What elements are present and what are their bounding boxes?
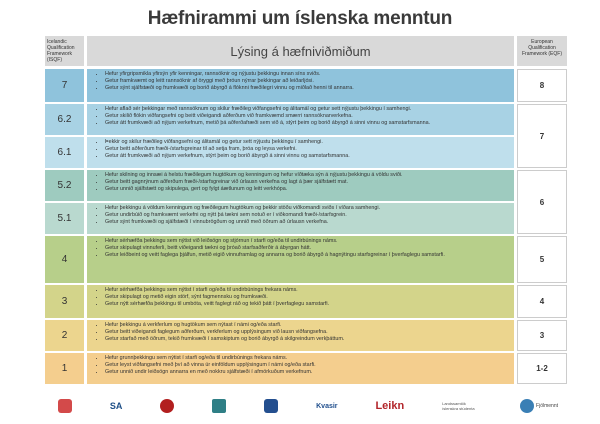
- level-description: [87, 236, 514, 283]
- eqf-level: 7: [517, 104, 567, 168]
- logo-red-circle: [160, 399, 174, 413]
- description-bullet: • Getur skilið flókin viðfangsefni og beitt viðeigandi aðferðum við framkvæmd smærri rannsóknarverkefna.: [105, 113, 510, 120]
- eqf-level: 3: [517, 320, 567, 351]
- level-description: [87, 203, 514, 234]
- level-description: [87, 69, 514, 102]
- logo-blue-shield: [264, 399, 278, 413]
- level-description: [87, 285, 514, 318]
- level-label: 6.2: [45, 104, 84, 135]
- description-bullet: • Getur unnið sjálfstætt og skipulega, gert og fylgt áætlunum og leitt verkhópa.: [105, 186, 510, 193]
- eqf-level: 6: [517, 170, 567, 234]
- table-body: [45, 69, 567, 386]
- description-bullet: • Hefur grunnþekkingu sem nýtist í starfi og/eða til undirbúnings frekara náms.: [105, 355, 510, 362]
- description-header: Lýsing á hæfniviðmiðum: [87, 36, 514, 66]
- table-header: [45, 36, 567, 66]
- page-title: Hæfnirammi um íslenska menntun: [147, 8, 453, 29]
- eqf-column: [517, 69, 567, 386]
- level-label: 3: [45, 285, 84, 318]
- level-label: 4: [45, 236, 84, 283]
- logo-crest: [58, 399, 72, 413]
- level-label: 1: [45, 353, 84, 384]
- description-bullet: • Getur beitt viðeigandi faglegum aðferðum, verkferlum og upplýsingum við lausn viðfangsefna.: [105, 329, 510, 336]
- description-bullet: • Getur beitt gagnrýnum aðferðum fræði-/starfsgreinar við úrlausn verkefna og lagt á þær sjálfstætt mat.: [105, 179, 510, 186]
- description-bullet: • Hefur sérhæfða þekkingu sem nýtist í starfi og/eða til undirbúnings frekara náms.: [105, 287, 510, 294]
- description-bullet: • Getur leiðbeint og veitt faglega þjálfun, metið eigið vinnuframlag og annarra og borið ábyrgð á hagnýtingu starfsgreinar í þverfaglegu samstarfi.: [105, 252, 510, 259]
- description-bullet: • Getur beitt aðferðum fræði-/starfsgreinar til að setja fram, þróa og leysa verkefni.: [105, 146, 510, 153]
- eqf-level: 1-2: [517, 353, 567, 384]
- description-column: [87, 69, 514, 386]
- description-bullet: • Getur skipulagt og metið eigin störf, sýnt fagmennsku og frumkvæði.: [105, 294, 510, 301]
- isqf-header: Icelandic Qualification Framework (ISQF): [45, 36, 84, 66]
- level-label: 5.1: [45, 203, 84, 234]
- eqf-level: 5: [517, 236, 567, 283]
- eqf-level: 8: [517, 69, 567, 102]
- eqf-level: 4: [517, 285, 567, 318]
- eqf-header: European Qualification Framework (EQF): [517, 36, 567, 66]
- partner-logos: [58, 393, 558, 419]
- description-bullet: • Getur átt frumkvæði að nýjum verkefnum, stýrt þeim og borið ábyrgð á sinni vinnu og samstarfsmanna.: [105, 153, 510, 160]
- level-description: [87, 353, 514, 384]
- description-bullet: • Getur unnið undir leiðsögn annarra en með nokkru sjálfstæði í afmörkuðum verkefnum.: [105, 369, 510, 376]
- description-bullet: • Þekkir og skilur fræðileg viðfangsefni og álitamál og getur sett nýjustu þekkingu í samhengi.: [105, 139, 510, 146]
- description-bullet: • Getur framkvæmt og leitt rannsóknir af öryggi með þróun nýrrar þekkingar að leiðarljósi.: [105, 78, 510, 85]
- level-description: [87, 137, 514, 168]
- description-bullet: • Getur starfað með öðrum, tekið frumkvæði í samskiptum og borið ábyrgð á skilgreindum verkþáttum.: [105, 336, 510, 343]
- description-bullet: • Hefur þekkingu á verkferlum og hugtökum sem nýtast í námi og/eða starfi.: [105, 322, 510, 329]
- level-description: [87, 104, 514, 135]
- description-bullet: • Getur sýnt frumkvæði og sjálfstæði í vinnubrögðum og unnið með öðrum að úrlausn verkefna.: [105, 219, 510, 226]
- level-label: 7: [45, 69, 84, 102]
- logo-kvasir: Kvasir: [316, 402, 338, 410]
- description-bullet: • Getur nýtt sérhæfða þekkingu til umbóta, veitt faglegt ráð og tekið þátt í þverfaglegu samstarfi.: [105, 301, 510, 308]
- description-bullet: • Getur skipulagt vinnuferli, beitt viðeigandi tækni og þróað starfsaðferðir á ábyrgan hátt.: [105, 245, 510, 252]
- logo-fjolmennt: Fjölmennt: [520, 399, 558, 413]
- level-description: [87, 320, 514, 351]
- description-bullet: • Getur undirbúið og framkvæmt verkefni og nýtt þá tækni sem notuð er í viðkomandi fræði-/starfsgrein.: [105, 212, 510, 219]
- description-bullet: • Hefur sérhæfða þekkingu sem nýtist við leiðsögn og stjórnun í starfi og/eða til undirbúnings náms.: [105, 238, 510, 245]
- logo-teal: [212, 399, 226, 413]
- level-label: 5.2: [45, 170, 84, 201]
- logo-leikn: Leikn: [375, 400, 405, 412]
- description-bullet: • Getur leyst viðfangsefni með því að vinna úr einföldum upplýsingum í námi og/eða starfi.: [105, 362, 510, 369]
- description-bullet: • Getur átt frumkvæði að nýjum verkefnum, metið þá aðferðafræði sem við á, stýrt þeim og borið ábyrgð á sinni vinnu og samstarfsmanna.: [105, 120, 510, 127]
- level-label: 6.1: [45, 137, 84, 168]
- level-label: 2: [45, 320, 84, 351]
- description-bullet: • Getur sýnt sjálfstæði og frumkvæði og borið ábyrgð á flóknni fræðilegri vinnu og miðlað henni til annarra.: [105, 85, 510, 92]
- level-description: [87, 170, 514, 201]
- description-bullet: • Hefur þekkingu á völdum kenningum og fræðilegum hugtökum og þekkir stöðu viðkomandi sviðs í víðara samhengi.: [105, 205, 510, 212]
- logo-lis: Landssamtök íslenskra stúdenta: [442, 401, 475, 411]
- description-bullet: • Hefur yfirgripsmikla yfirsýn yfir kenningar, rannsóknir og nýjustu þekkingu innan síns sviðs.: [105, 71, 510, 78]
- description-bullet: • Hefur skilning og innsæi á helstu fræðilegum hugtökum og kenningum og hefur víðtæka sýn á nýjustu þekkingu á völdu sviði.: [105, 172, 510, 179]
- description-bullet: • Hefur aflað sér þekkingar með rannsóknum og skilur fræðileg viðfangsefni og álitamál og getur sett nýjustu þekkingu í samhengi.: [105, 106, 510, 113]
- logo-sa: SA: [109, 401, 123, 411]
- level-column: [45, 69, 84, 386]
- framework-table: [45, 36, 567, 386]
